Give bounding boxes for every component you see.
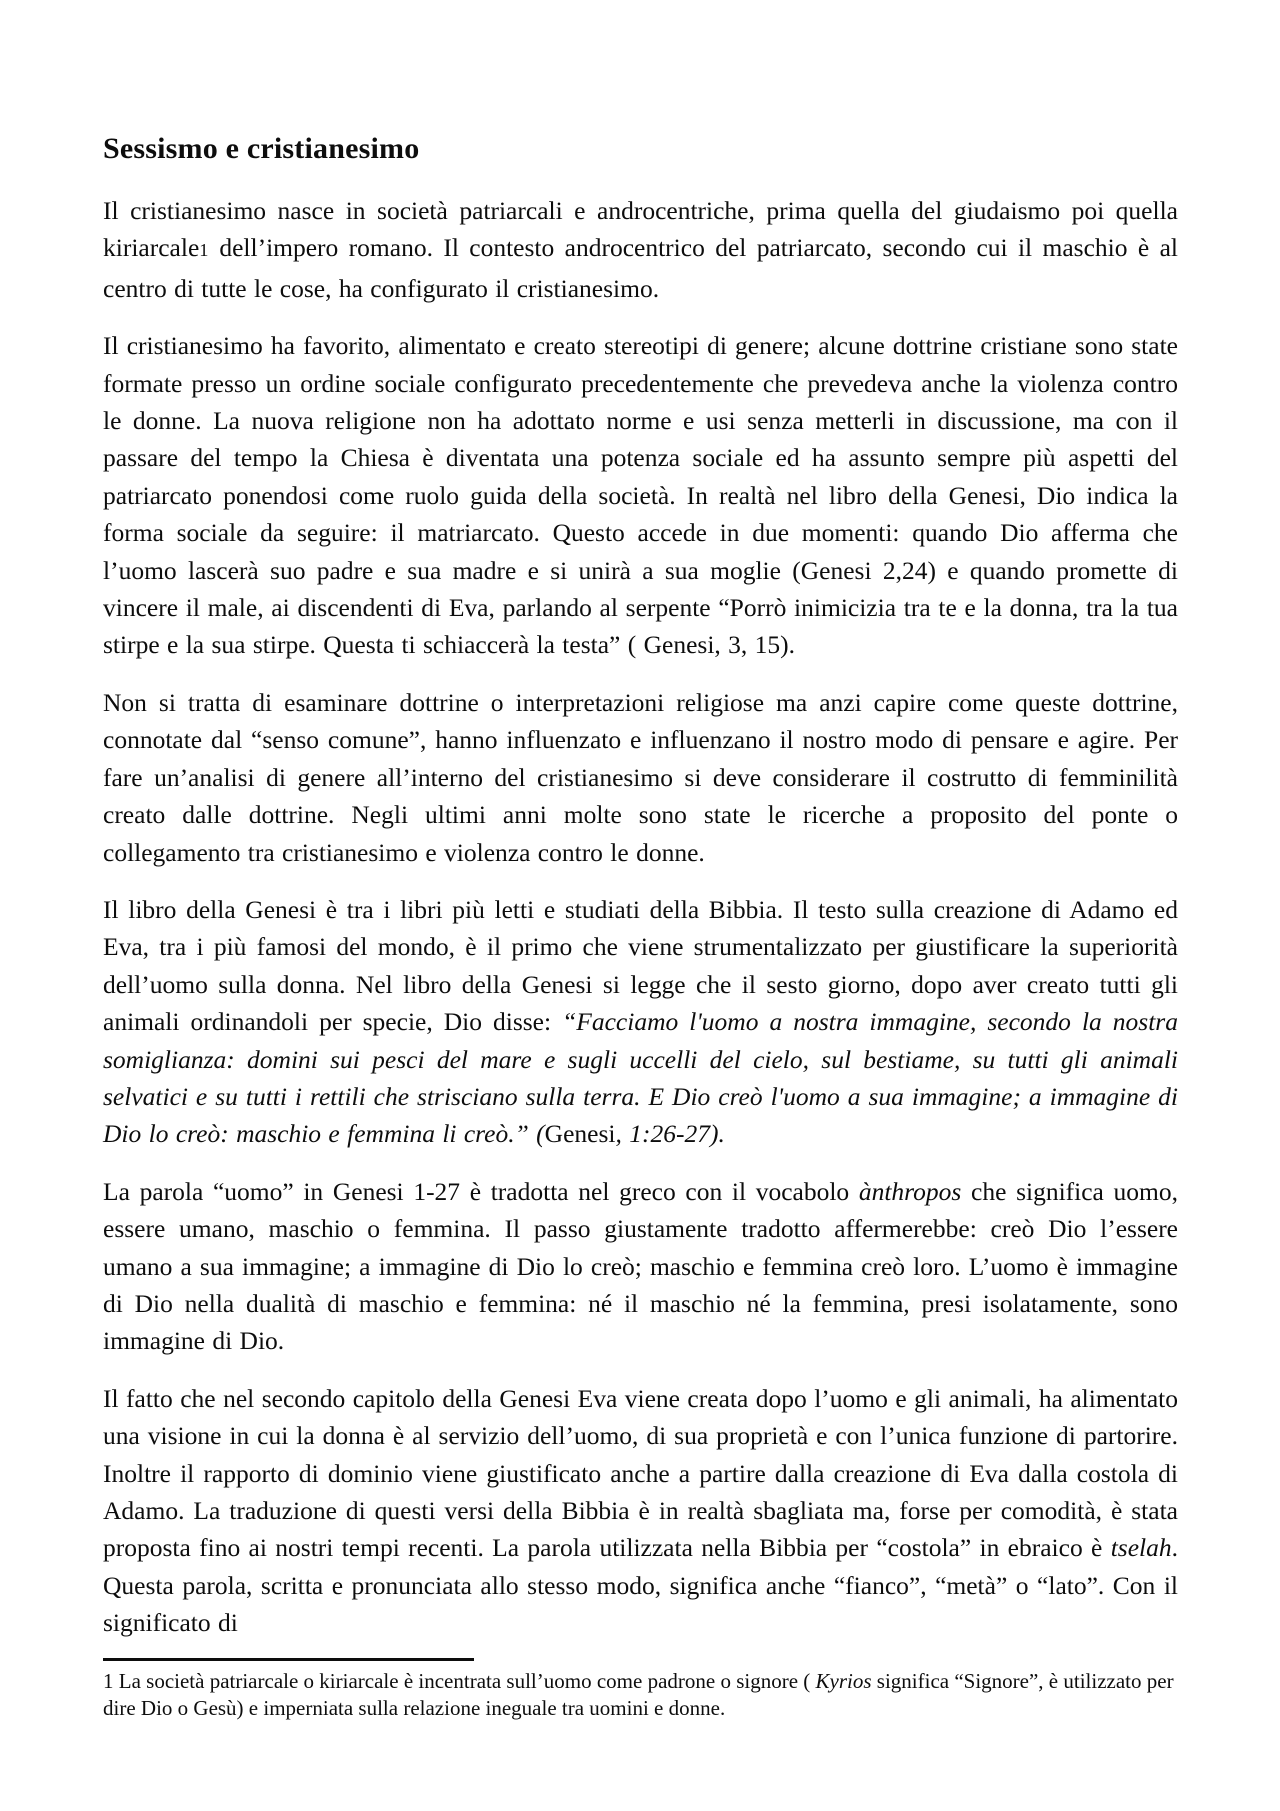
footnote-separator xyxy=(103,1658,474,1661)
text-run: Genesi xyxy=(544,1119,616,1149)
text-run: Il libro della Genesi è tra i libri più letti e studiati della Bibbia. Il testo sulla creazione di Adamo ed Eva, tra i più famosi del mondo, è il primo che viene strumentalizzato per giustificare la superiorità dell’uomo sulla donna. Nel libro della Genesi si legge che il sesto giorno, dopo aver creato tutti gli animali ordinandoli per specie, Dio disse: xyxy=(103,894,1178,1037)
paragraph xyxy=(103,192,1178,307)
text-run: dell’impero romano. Il contesto androcentrico del patriarcato, secondo cui il maschio è al centro di tutte le cose, ha configurato il cristianesimo. xyxy=(103,233,1178,303)
text-run: significa “Signore”, è utilizzato per dire Dio o Gesù) e imperniata sulla relazione ineguale tra uomini e donne. xyxy=(103,1668,1174,1720)
italic-text-run: ànthropos xyxy=(858,1176,962,1206)
text-run: La parola “uomo” in Genesi 1-27 è tradotta nel greco con il vocabolo xyxy=(103,1176,859,1206)
italic-text-run: tselah xyxy=(1110,1533,1172,1563)
text-run: 1 La società patriarcale o kiriarcale è incentrata sull’uomo come padrone o signore ( xyxy=(103,1668,816,1693)
text-run: Non si tratta di esaminare dottrine o interpretazioni religiose ma anzi capire come queste dottrine, connotate dal “senso comune”, hanno influenzato e influenzano il nostro modo di pensare e agire. Per fare un’analisi di genere all’interno del cristianesimo si deve considerare il costrutto di femminilità creato dalle dottrine. Negli ultimi anni molte sono state le ricerche a proposito del ponte o collegamento tra cristianesimo e violenza contro le donne. xyxy=(103,687,1178,867)
body-text xyxy=(103,192,1178,1642)
footnote xyxy=(103,1668,1178,1722)
paragraph xyxy=(103,684,1178,871)
italic-text-run: Kyrios xyxy=(815,1668,872,1693)
paragraph xyxy=(103,327,1178,664)
text-run: Il fatto che nel secondo capitolo della Genesi Eva viene creata dopo l’uomo e gli animali, ha alimentato una visione in cui la donna è al servizio dell’uomo, di sua proprietà e con l’unica funzione di partorire. Inoltre il rapporto di dominio viene giustificato anche a partire dalla creazione di Eva dalla costola di Adamo. La traduzione di questi versi della Bibbia è in realtà sbagliata ma, forse per comodità, è stata proposta fino ai nostri tempi recenti. La parola utilizzata nella Bibbia per “costola” in ebraico è xyxy=(103,1383,1178,1563)
paragraph xyxy=(103,1380,1178,1642)
page-title: Sessismo e cristianesimo xyxy=(103,132,420,165)
text-run: Il cristianesimo ha favorito, alimentato e creato stereotipi di genere; alcune dottrine cristiane sono state formate presso un ordine sociale configurato precedentemente che prevedeva anche la violenza contro le donne. La nuova religione non ha adottato norme e usi senza metterli in discussione, ma con il passare del tempo la Chiesa è diventata una potenza sociale ed ha assunto sempre più aspetti del patriarcato ponendosi come ruolo guida della società. In realtà nel libro della Genesi, Dio indica la forma sociale da seguire: il matriarcato. Questo accede in due momenti: quando Dio afferma che l’uomo lascerà suo padre e sua madre e si unirà a sua moglie (Genesi 2,24) e quando promette di vincere il male, ai discendenti di Eva, parlando al serpente “Porrò inimicizia tra te e la donna, tra la tua stirpe e la sua stirpe. Questa ti schiaccerà la testa” ( Genesi, 3, 15). xyxy=(103,331,1178,660)
paragraph xyxy=(103,891,1178,1153)
text-run: Il cristianesimo nasce in società patriarcali e androcentriche, prima quella del giudaismo poi quella kiriarcale xyxy=(103,196,1178,263)
italic-text-run: , 1:26-27). xyxy=(615,1119,725,1149)
footnote-reference: 1 xyxy=(199,240,209,261)
paragraph xyxy=(103,1173,1178,1360)
text-run: . Questa parola, scritta e pronunciata allo stesso modo, significa anche “fianco”, “metà” o “lato”. Con il significato di xyxy=(103,1533,1178,1638)
text-run: che significa uomo, essere umano, maschio o femmina. Il passo giustamente tradotto affermerebbe: creò Dio l’essere umano a sua immagine; a immagine di Dio lo creò; maschio e femmina creò loro. L’uomo è immagine di Dio nella dualità di maschio e femmina: né il maschio né la femmina, presi isolatamente, sono immagine di Dio. xyxy=(103,1176,1178,1356)
italic-text-run: “Facciamo l'uomo a nostra immagine, secondo la nostra somiglianza: domini sui pesci del mare e sugli uccelli del cielo, sul bestiame, su tutti gli animali selvatici e su tutti i rettili che strisciano sulla terra. E Dio creò l'uomo a sua immagine; a immagine di Dio lo creò: maschio e femmina li creò.” ( xyxy=(103,1007,1178,1149)
